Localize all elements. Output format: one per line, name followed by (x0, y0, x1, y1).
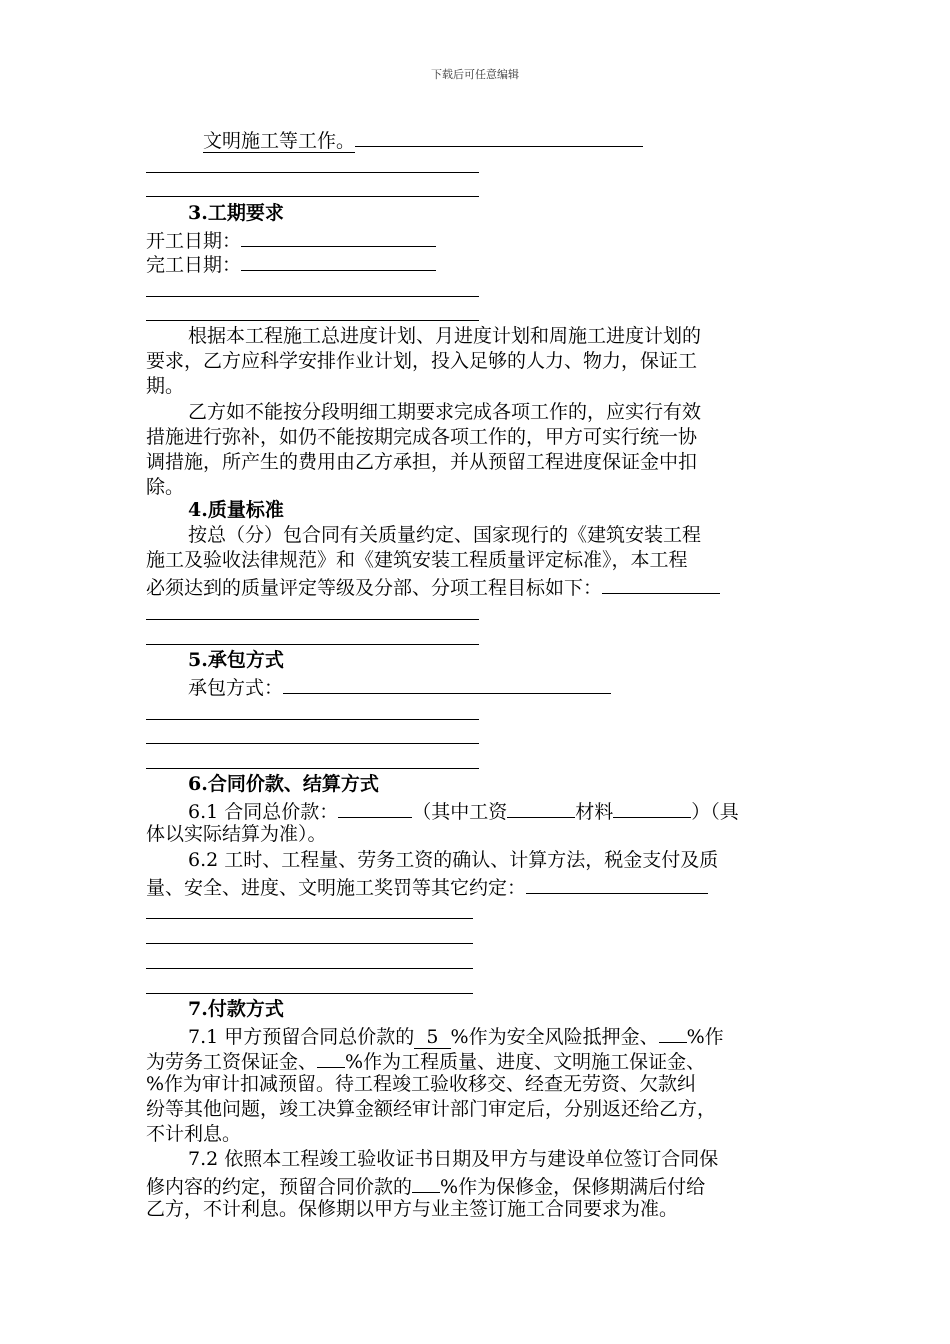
contract-mode-label: 承包方式： (188, 677, 284, 699)
blank-line[interactable] (146, 968, 473, 969)
retention-row (188, 1022, 724, 1046)
total-price-field[interactable] (338, 797, 412, 818)
section-3-title: 3.工期要求 (188, 202, 284, 224)
paragraph-line: 乙方，不计利息。保修期以甲方与业主签订施工合同要求为准。 (146, 1198, 679, 1220)
paragraph-line: 调措施，所产生的费用由乙方承担，并从预留工程进度保证金中扣 (146, 451, 698, 473)
quality-deposit-percent[interactable] (317, 1047, 345, 1068)
quality-target-label: 必须达到的质量评定等级及分部、分项工程目标如下： (146, 577, 603, 599)
paragraph-line: 施工及验收法律规范》和《建筑安装工程质量评定标准》，本工程 (146, 549, 688, 571)
blank-line[interactable] (146, 172, 479, 173)
end-date-field[interactable] (241, 250, 436, 271)
warranty-text: %作为保修金，保修期满后付给 (440, 1176, 706, 1198)
section-7-title: 7.付款方式 (188, 998, 284, 1020)
blank-line[interactable] (146, 296, 479, 297)
retention-label: 7.1 甲方预留合同总价款的 (188, 1026, 415, 1048)
paragraph-line (146, 1047, 705, 1071)
blank-line[interactable] (146, 320, 479, 321)
blank-line[interactable] (146, 619, 479, 620)
blank-line[interactable] (146, 719, 479, 720)
blank-line[interactable] (355, 126, 643, 147)
paragraph-line: 根据本工程施工总进度计划、月进度计划和周施工进度计划的 (188, 325, 702, 347)
warranty-label: 修内容的约定，预留合同价款的 (146, 1176, 413, 1198)
quality-deposit-text: %作为工程质量、进度、文明施工保证金、 (345, 1051, 706, 1073)
paragraph-line (146, 873, 708, 897)
warranty-percent[interactable] (412, 1172, 440, 1193)
wage-field[interactable] (507, 797, 575, 818)
total-price-label: 6.1 合同总价款： (188, 801, 339, 823)
end-date-label: 完工日期： (146, 254, 242, 276)
start-date-label: 开工日期： (146, 230, 242, 252)
quality-target-field[interactable] (602, 573, 720, 594)
material-field[interactable] (613, 797, 691, 818)
other-terms-label: 量、安全、进度、文明施工奖罚等其它约定： (146, 877, 527, 899)
paragraph-line: 体以实际结算为准）。 (146, 823, 327, 845)
total-price-row (188, 797, 739, 821)
paragraph-line: 期。 (146, 375, 185, 397)
safety-deposit-text: %作为安全风险抵押金、 (450, 1026, 659, 1048)
start-date-field[interactable] (241, 226, 436, 247)
paragraph-line: 不计利息。 (146, 1123, 242, 1145)
page-header-note: 下载后可任意编辑 (431, 68, 519, 81)
section2-tail-text: 文明施工等工作。 (203, 130, 356, 152)
blank-line[interactable] (146, 196, 479, 197)
section-6-title: 6.合同价款、结算方式 (188, 773, 379, 795)
safety-deposit-percent[interactable] (414, 1026, 450, 1049)
blank-line[interactable] (146, 993, 473, 994)
blank-line[interactable] (146, 644, 479, 645)
section-4-title: 4.质量标准 (188, 499, 284, 521)
wage-deposit-percent[interactable] (659, 1022, 687, 1043)
other-terms-field[interactable] (526, 873, 708, 894)
end-date-row (146, 250, 436, 274)
paragraph-line: 要求，乙方应科学安排作业计划，投入足够的人力、物力，保证工 (146, 350, 698, 372)
paragraph-line: 6.2 工时、工程量、劳务工资的确认、计算方法，税金支付及质 (188, 849, 719, 871)
material-label: 材料 (575, 801, 614, 823)
safety-deposit-value: 5 (426, 1026, 439, 1048)
wage-deposit-text: %作 (686, 1026, 724, 1048)
blank-line[interactable] (146, 918, 473, 919)
paragraph-line: 按总（分）包合同有关质量约定、国家现行的《建筑安装工程 (188, 524, 702, 546)
price-note-text: ）（具 (691, 801, 739, 823)
contract-mode-field[interactable] (283, 673, 611, 694)
start-date-row (146, 226, 436, 250)
paragraph-line: 除。 (146, 476, 185, 498)
paragraph-line: 措施进行弥补，如仍不能按期完成各项工作的，甲方可实行统一协 (146, 426, 698, 448)
wage-deposit-label: 为劳务工资保证金、 (146, 1051, 318, 1073)
section-5-title: 5.承包方式 (188, 649, 284, 671)
blank-line[interactable] (146, 943, 473, 944)
paragraph-line (146, 573, 720, 597)
paragraph-line: %作为审计扣减预留。待工程竣工验收移交、经查无劳资、欠款纠 (146, 1073, 697, 1095)
paragraph-line: 纷等其他问题，竣工决算金额经审计部门审定后，分别返还给乙方， (146, 1098, 717, 1120)
wage-label: （其中工资 (412, 801, 508, 823)
paragraph-line: 7.2 依照本工程竣工验收证书日期及甲方与建设单位签订合同保 (188, 1148, 719, 1170)
paragraph-line: 乙方如不能按分段明细工期要求完成各项工作的，应实行有效 (188, 401, 702, 423)
blank-line[interactable] (146, 743, 479, 744)
section2-tail (203, 126, 643, 150)
blank-line[interactable] (146, 768, 479, 769)
paragraph-line (146, 1172, 705, 1196)
contract-mode-row (188, 673, 611, 697)
